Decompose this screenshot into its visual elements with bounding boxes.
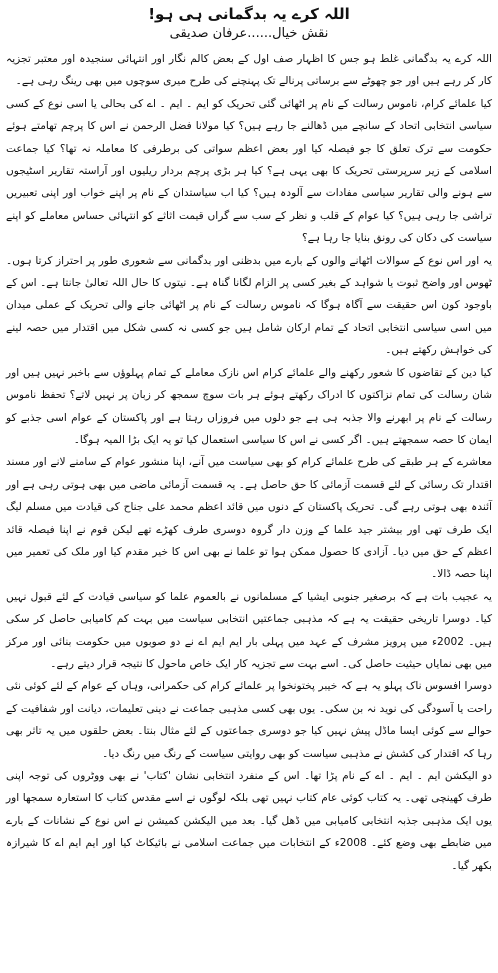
paragraph: اللہ کرے یہ بدگمانی غلط ہو جس کا اظہار صف اول کے بعض کالم نگار اور انتہائی سنجیدہ اور معتبر تجزیہ کار کر رہے ہیں اور جو چھوٹے سے برساتی پرنالے تک پہنچنے کی طرح میری سوچوں میں بھی رینگ رہی ہے۔ [6,53,492,88]
paragraph: معاشرے کے ہر طبقے کی طرح علمائے کرام کو بھی سیاست میں آنے، اپنا منشور عوام کے سامنے لانے اور مسند اقتدار تک رسائی کے لئے قسمت آزمائی کا حق حاصل ہے۔ یہ قسمت آزمائی ماضی میں بھی ہوتی رہی ہے اور آئندہ بھی ہوتی رہے گی۔ تحریک پاکستان کے دنوں میں قائد اعظم محمد علی جناح کی قیادت میں مسلم لیگ ایک طرف تھی اور بیشتر جید علما کے وزن دار گروہ دوسری طرف کھڑے تھے لیکن قوم نے اپنا فیصلہ قائد اعظم کے حق میں دیا۔ آزادی کا حصول ممکن ہوا تو علما نے بھی اس کا خیر مقدم کیا اور ملک کی تعمیر میں اپنا حصہ ڈالا۔ [6,456,492,581]
article-body [6,48,492,877]
paragraph: دوسرا افسوس ناک پہلو یہ ہے کہ خیبر پختونخوا پر علمائے کرام کی حکمرانی، وہاں کے عوام کے لئے کوئی نئی راحت یا آسودگی کی نوید نہ بن سکی۔ یوں بھی کسی مذہبی جماعت نے دینی تعلیمات، دیانت اور شفافیت کے حوالے سے کوئی ایسا ماڈل پیش نہیں کیا جو دوسری جماعتوں کے لئے مثال بنتا۔ بعض حلقوں میں یہ تاثر بھی رہا کہ اقتدار کی کشش نے مذہبی سیاست کو بھی روایتی سیاست کے رنگ میں رنگ دیا۔ [6,680,492,760]
paragraph: یہ عجیب بات ہے کہ برصغیر جنوبی ایشیا کے مسلمانوں نے بالعموم علما کو سیاسی قیادت کے لئے قبول نہیں کیا۔ دوسرا تاریخی حقیقت یہ ہے کہ مذہبی جماعتیں انتخابی سیاست میں بہت کم کامیابی حاصل کر سکی ہیں۔ 2002ء میں پرویز مشرف کے عہد میں پہلی بار ایم ایم اے نے دو صوبوں میں حکومت بنائی اور مرکز میں بھی نمایاں حیثیت حاصل کی۔ اسے بہت سے تجزیہ کار ایک خاص ماحول کا نتیجہ قرار دیتے رہے۔ [6,590,492,670]
article-byline: نقش خیال......عرفان صدیقی [169,26,329,41]
paragraph: کیا دین کے تقاضوں کا شعور رکھنے والے علمائے کرام اس نازک معاملے کے تمام پہلوؤں سے باخبر نہیں ہیں اور شان رسالت کی تمام نزاکتوں کا ادراک رکھتے ہوئے ہر بات سوچ سمجھ کر زبان پر نہیں لاتے؟ تحفظ ناموس رسالت کے نام پر ابھرنے والا جذبہ ہی ہے جو دلوں میں فروزاں رہتا ہے اور پاکستان کے عوام اسی جذبے کو ایمان کا حصہ سمجھتے ہیں۔ اگر کسی نے اس کا سیاسی استعمال کیا تو یہ ایک بڑا المیہ ہوگا۔ [6,366,492,446]
article-title: اللہ کرے یہ بدگمانی ہی ہو! [148,5,350,23]
paragraph: دو الیکشن ایم ۔ ایم ۔ اے کے نام پڑا تھا۔ اس کے منفرد انتخابی نشان 'کتاب' نے بھی ووٹروں کی توجہ اپنی طرف کھینچی تھی۔ یہ کتاب کوئی عام کتاب نہیں تھی بلکہ لوگوں نے اسے مقدس کتاب کا استعارہ سمجھا اور یوں ایک مذہبی جذبہ انتخابی کامیابی میں ڈھل گیا۔ بعد میں الیکشن کمیشن نے اس نوع کے نشانات کے بارے میں ضابطے بھی وضع کئے۔ 2008ء کے انتخابات میں جماعت اسلامی نے بائیکاٹ کیا اور ایم ایم اے کا شیرازہ بکھر گیا۔ [6,770,492,872]
paragraph: کیا علمائے کرام، ناموس رسالت کے نام پر اٹھائی گئی تحریک کو ایم ۔ ایم ۔ اے کی بحالی یا اسی نوع کے کسی سیاسی انتخابی اتحاد کے سانچے میں ڈھالنے جا رہے ہیں؟ کیا مولانا فضل الرحمن نے اس کا پرچم تھامتے ہوئے حکومت سے ترک تعلق کا جو فیصلہ کیا اور بعض اعظم سواتی کی برطرفی کا معاملہ نہ تھا؟ کیا جماعت اسلامی کے زیر سرپرستی تحریک کا بھی یہی ہے؟ کیا ہر بڑی پرچم بردار ریلیوں اور آراستہ تقاریر اسٹیجوں سے ہونے والی تقاریر سیاسی مفادات سے آلودہ ہیں؟ کیا اب سیاستدان کے نام پر اپنے خواب اور اپنی تعبیریں تراشی جا رہی ہیں؟ کیا عوام کے قلب و نظر کے سب سے گراں قیمت اثاثے کو انتہائی حساس معاملے کو اپنے سیاست کی دکان کی رونق بنایا جا رہا ہے؟ [6,97,492,245]
paragraph: یہ اور اس نوع کے سوالات اٹھانے والوں کے بارے میں بدظنی اور بدگمانی سے شعوری طور پر احتراز کرتا ہوں۔ ٹھوس اور واضح ثبوت یا شواہد کے بغیر کسی پر الزام لگانا گناہ ہے۔ نیتوں کا حال اللہ تعالیٰ جانتا ہے۔ اس کے باوجود کون اس حقیقت سے آگاہ ہوگا کہ ناموس رسالت کے نام پر اٹھائی جانے والی تحریک کے عملی میدان میں اسی سیاسی انتخابی اتحاد کے تمام ارکان شامل ہیں جو کسی نہ کسی شکل میں اقتدار میں حصہ لینے کی خواہش رکھتے ہیں۔ [6,254,492,357]
